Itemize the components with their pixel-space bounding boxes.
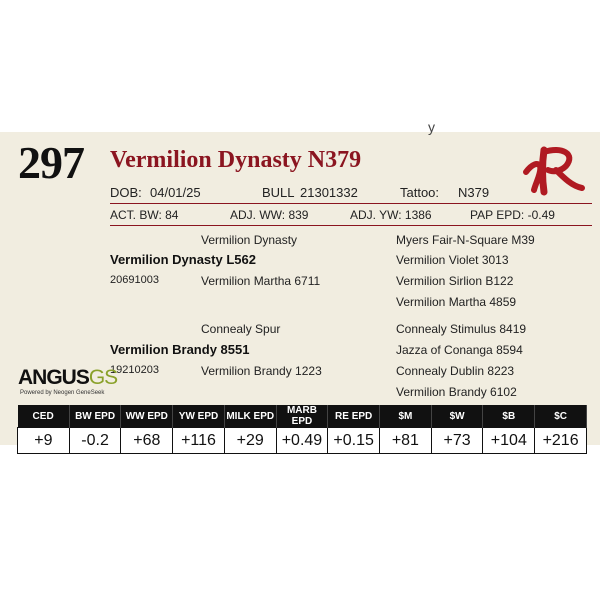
pedigree-dam-sire-dam: Jazza of Conanga 8594 bbox=[396, 343, 523, 357]
pedigree-sire-sire-sire: Myers Fair-N-Square M39 bbox=[396, 233, 535, 247]
pedigree-sire-dam-dam: Vermilion Martha 4859 bbox=[396, 295, 517, 309]
adjusted-weaning-weight: ADJ. WW: 839 bbox=[230, 208, 309, 222]
epd-header-ww: WW EPD bbox=[121, 405, 173, 428]
pap-epd: PAP EPD: -0.49 bbox=[470, 208, 555, 222]
pedigree-dam-dam: Vermilion Brandy 1223 bbox=[201, 364, 322, 378]
pedigree-sire-sire: Vermilion Dynasty bbox=[201, 233, 298, 247]
epd-header-ced: CED bbox=[18, 405, 70, 428]
epd-value-milk: +29 bbox=[224, 428, 276, 454]
pedigree-sire: Vermilion Dynasty L562 bbox=[110, 252, 256, 267]
pedigree-dam: Vermilion Brandy 8551 bbox=[110, 342, 250, 357]
epd-value-c: +216 bbox=[535, 428, 587, 454]
dob-label: DOB: bbox=[110, 185, 142, 200]
actual-birth-weight: ACT. BW: 84 bbox=[110, 208, 179, 222]
pedigree-sire-dam: Vermilion Martha 6711 bbox=[201, 274, 321, 288]
sex-label: BULL bbox=[262, 185, 295, 200]
angus-tagline: Powered by Neogen GeneSeek bbox=[20, 390, 105, 396]
adjusted-yearling-weight: ADJ. YW: 1386 bbox=[350, 208, 432, 222]
pedigree-dam-reg: 19210203 bbox=[110, 364, 159, 376]
epd-value-re: +0.15 bbox=[328, 428, 380, 454]
epd-value-marb: +0.49 bbox=[276, 428, 328, 454]
epd-header-w: $W bbox=[431, 405, 483, 428]
epd-value-ced: +9 bbox=[18, 428, 70, 454]
epd-header-c: $C bbox=[535, 405, 587, 428]
epd-header-re: RE EPD bbox=[328, 405, 380, 428]
angus-gs-suffix: GS bbox=[88, 366, 118, 389]
pedigree-sire-sire-dam: Vermilion Violet 3013 bbox=[396, 253, 509, 267]
epd-value-w: +73 bbox=[431, 428, 483, 454]
angus-gs-logo bbox=[18, 367, 117, 388]
epd-header-m: $M bbox=[380, 405, 432, 428]
epd-header-milk: MILK EPD bbox=[224, 405, 276, 428]
pedigree-sire-dam-sire: Vermilion Sirlion B122 bbox=[396, 274, 514, 288]
animal-name: Vermilion Dynasty N379 bbox=[110, 147, 362, 173]
angus-brand: ANGUS bbox=[18, 366, 89, 389]
epd-value-row bbox=[18, 428, 587, 454]
pedigree-sire-reg: 20691003 bbox=[110, 274, 159, 286]
tattoo-value: N379 bbox=[458, 185, 490, 200]
lot-number: 297 bbox=[18, 137, 84, 188]
pedigree-dam-sire: Connealy Spur bbox=[201, 322, 281, 336]
epd-header-row bbox=[18, 405, 587, 428]
pedigree-dam-dam-dam: Vermilion Brandy 6102 bbox=[396, 385, 517, 399]
epd-table bbox=[17, 405, 587, 454]
registration-number: 21301332 bbox=[300, 185, 358, 200]
dob-value: 04/01/25 bbox=[150, 185, 201, 200]
pedigree-dam-dam-sire: Connealy Dublin 8223 bbox=[396, 364, 515, 378]
epd-header-bw: BW EPD bbox=[69, 405, 121, 428]
epd-header-yw: YW EPD bbox=[173, 405, 225, 428]
epd-header-marb: MARB EPD bbox=[276, 405, 328, 428]
divider-bottom bbox=[110, 225, 592, 226]
epd-value-bw: -0.2 bbox=[69, 428, 121, 454]
epd-value-m: +81 bbox=[380, 428, 432, 454]
epd-value-b: +104 bbox=[483, 428, 535, 454]
vermilion-logo-icon bbox=[522, 142, 586, 196]
tattoo-label: Tattoo: bbox=[400, 185, 440, 200]
epd-header-b: $B bbox=[483, 405, 535, 428]
pedigree-dam-sire-sire: Connealy Stimulus 8419 bbox=[396, 322, 527, 336]
epd-value-ww: +68 bbox=[121, 428, 173, 454]
divider-top bbox=[110, 203, 592, 204]
cropped-glyph: y bbox=[428, 119, 435, 135]
epd-value-yw: +116 bbox=[173, 428, 225, 454]
